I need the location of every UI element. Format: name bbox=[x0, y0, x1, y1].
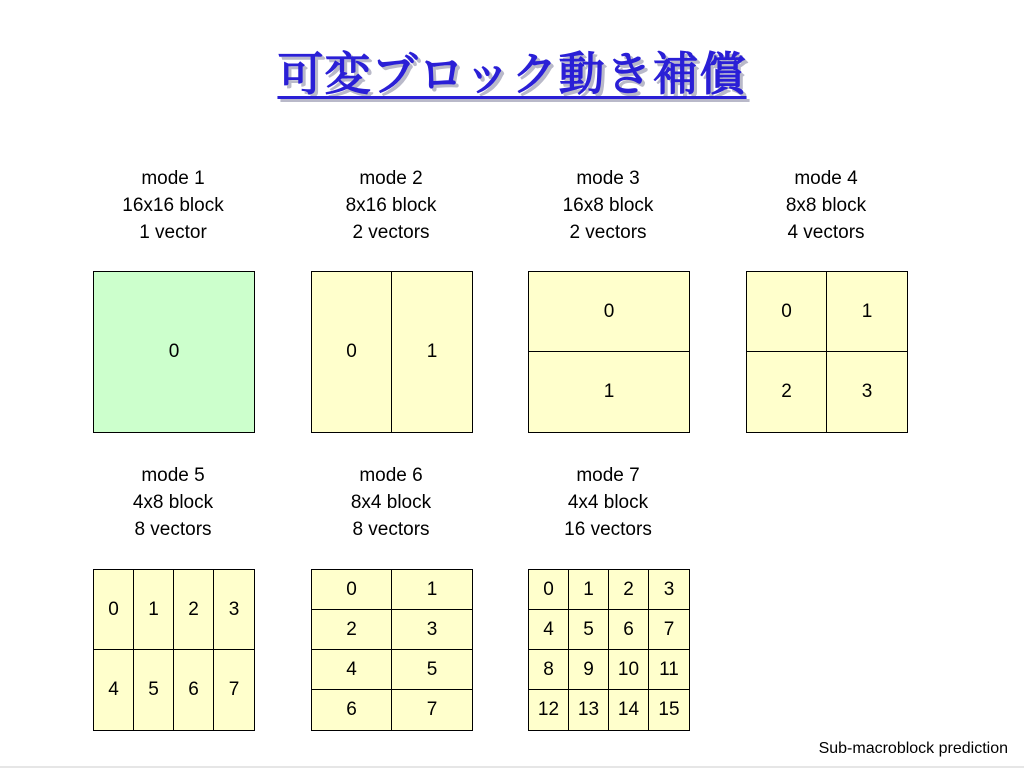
partition-cell: 15 bbox=[658, 699, 680, 720]
footer-caption: Sub-macroblock prediction bbox=[818, 740, 1008, 757]
partition-cell: 2 bbox=[747, 352, 827, 432]
partition-cell: 5 bbox=[134, 650, 174, 730]
mode-label-line: mode 1 bbox=[141, 168, 205, 189]
partition-cell: 4 bbox=[94, 650, 134, 730]
mode-label-2 bbox=[281, 165, 501, 246]
mode-label-line: mode 4 bbox=[794, 168, 858, 189]
mode-label-line: 8x16 block bbox=[345, 195, 437, 216]
partition-cell: 1 bbox=[134, 570, 174, 650]
partition-cell: 12 bbox=[529, 690, 569, 730]
mode-label-line: mode 7 bbox=[576, 465, 640, 486]
partition-cell: 11 bbox=[649, 650, 689, 690]
partition-cell: 1 bbox=[827, 272, 907, 352]
partition-cell: 10 bbox=[609, 650, 649, 690]
block-partition-7 bbox=[528, 569, 690, 731]
partition-cell: 3 bbox=[214, 570, 254, 650]
page-title: 可変ブロック動き補償 bbox=[277, 47, 747, 101]
block-partition-4 bbox=[746, 271, 908, 433]
partition-cell: 2 bbox=[609, 570, 649, 610]
mode-label-line: 16x16 block bbox=[122, 195, 224, 216]
partition-cell: 0 bbox=[312, 570, 392, 610]
partition-cell: 1 bbox=[603, 381, 615, 402]
partition-cell: 13 bbox=[569, 690, 609, 730]
partition-cell: 4 bbox=[312, 650, 392, 690]
partition-cell: 1 bbox=[569, 570, 609, 610]
partition-cell: 6 bbox=[609, 610, 649, 650]
mode-label-line: 1 vector bbox=[139, 222, 207, 243]
partition-cell: 1 bbox=[392, 570, 472, 610]
mode-label-line: 4 vectors bbox=[787, 222, 865, 243]
partition-cell: 0 bbox=[94, 570, 134, 650]
mode-label-6 bbox=[281, 462, 501, 543]
mode-label-line: 16x8 block bbox=[562, 195, 654, 216]
mode-label-line: 8x8 block bbox=[785, 195, 867, 216]
partition-cell: 14 bbox=[609, 690, 649, 730]
mode-label-line: mode 3 bbox=[576, 168, 640, 189]
mode-label-5 bbox=[63, 462, 283, 543]
partition-cell: 0 bbox=[168, 341, 180, 362]
mode-label-1 bbox=[63, 165, 283, 246]
mode-label-line: 8 vectors bbox=[352, 519, 430, 540]
mode-label-line: 8x4 block bbox=[350, 492, 432, 513]
partition-cell: 0 bbox=[312, 272, 392, 432]
partition-cell: 6 bbox=[174, 650, 214, 730]
mode-label-line: mode 2 bbox=[359, 168, 423, 189]
mode-label-line: 4x8 block bbox=[132, 492, 214, 513]
block-partition-2 bbox=[311, 271, 473, 433]
mode-label-line: mode 5 bbox=[141, 465, 205, 486]
block-partition-6 bbox=[311, 569, 473, 731]
partition-cell: 5 bbox=[569, 610, 609, 650]
mode-label-line: mode 6 bbox=[359, 465, 423, 486]
partition-cell: 7 bbox=[228, 679, 240, 700]
partition-cell: 9 bbox=[569, 650, 609, 690]
mode-label-line: 16 vectors bbox=[564, 519, 652, 540]
partition-cell: 2 bbox=[174, 570, 214, 650]
partition-cell: 1 bbox=[426, 341, 438, 362]
block-partition-1 bbox=[93, 271, 255, 433]
partition-cell: 7 bbox=[649, 610, 689, 650]
partition-cell: 8 bbox=[529, 650, 569, 690]
partition-cell: 0 bbox=[529, 272, 689, 352]
partition-cell: 2 bbox=[312, 610, 392, 650]
partition-cell: 0 bbox=[747, 272, 827, 352]
partition-cell: 3 bbox=[649, 570, 689, 610]
mode-label-4 bbox=[716, 165, 936, 246]
partition-cell: 5 bbox=[392, 650, 472, 690]
mode-label-7 bbox=[498, 462, 718, 543]
partition-cell: 0 bbox=[529, 570, 569, 610]
partition-cell: 7 bbox=[426, 699, 438, 720]
mode-label-line: 2 vectors bbox=[569, 222, 647, 243]
partition-cell: 4 bbox=[529, 610, 569, 650]
block-partition-3 bbox=[528, 271, 690, 433]
mode-label-line: 2 vectors bbox=[352, 222, 430, 243]
mode-label-line: 4x4 block bbox=[567, 492, 649, 513]
mode-label-3 bbox=[498, 165, 718, 246]
mode-label-line: 8 vectors bbox=[134, 519, 212, 540]
partition-cell: 3 bbox=[392, 610, 472, 650]
partition-cell: 6 bbox=[312, 690, 392, 730]
block-partition-5 bbox=[93, 569, 255, 731]
partition-cell: 3 bbox=[861, 381, 873, 402]
